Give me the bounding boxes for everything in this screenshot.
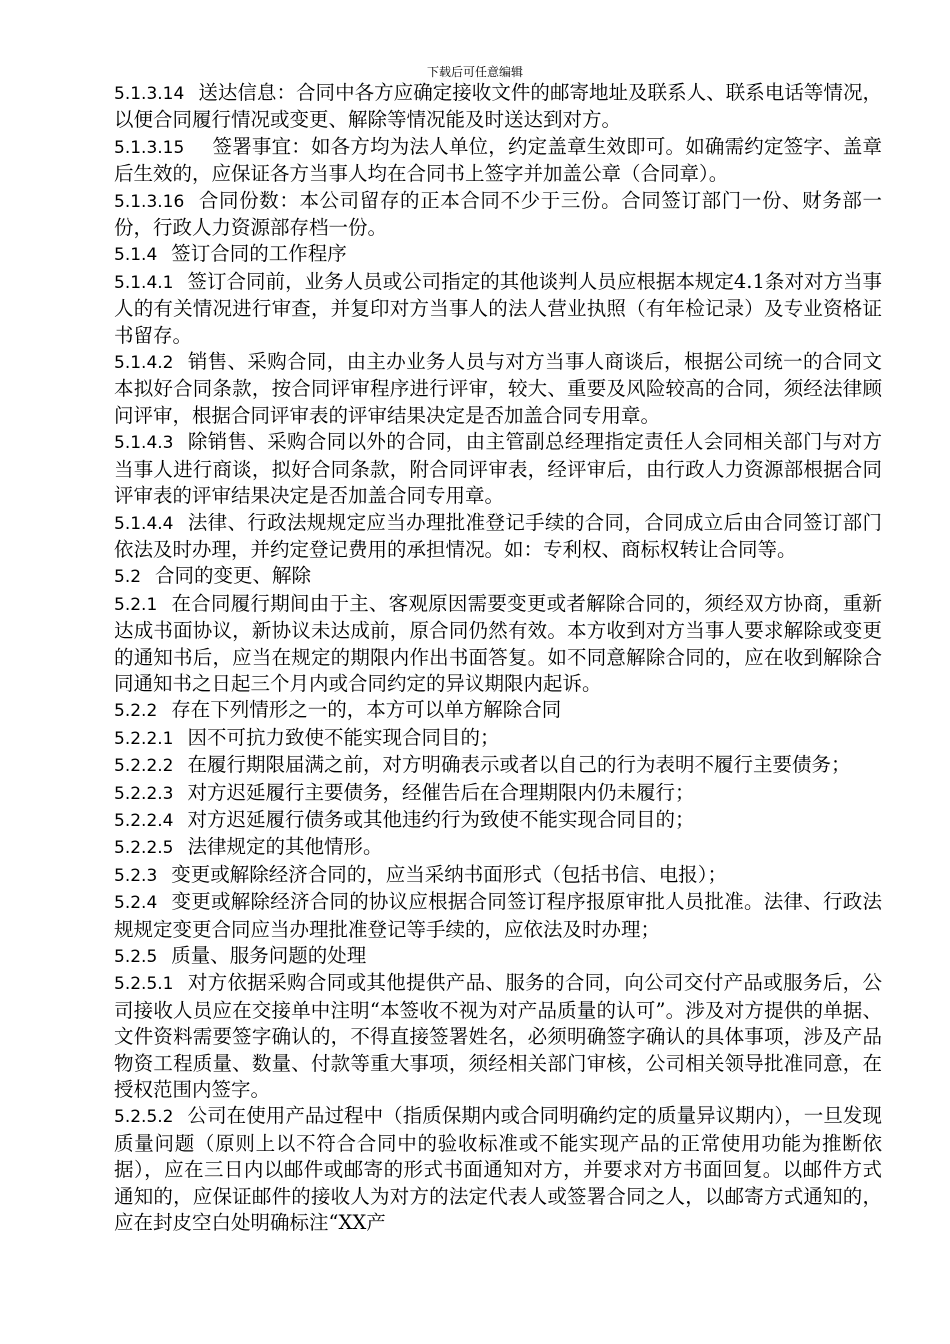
clause-number: 5.2.5 xyxy=(114,947,158,967)
section-title: 合同的变更、解除 xyxy=(155,564,312,588)
clause-text: 公司在使用产品过程中（指质保期内或合同明确约定的质量异议期内），一旦发现质量问题（原则上以不符合合同中的验收标准或不能实现产品的正常使用功能为推断依据），应在三日内以邮件或邮寄的形式书面通知对方，并要求对方书面回复。以邮件方式通知的，应保证邮件的接收人为对方的法定代表人或签署合同之人，以邮寄方式通知的，应在封皮空白处明确标注“XX产 xyxy=(114,1104,882,1235)
clause-text: 在履行期限届满之前，对方明确表示或者以自己的行为表明不履行主要债务； xyxy=(187,753,851,777)
clause-5-2-3 xyxy=(114,862,882,889)
clause-text: 对方依据采购合同或其他提供产品、服务的合同，向公司交付产品或服务后，公司接收人员应在交接单中注明“本签收不视为对产品质量的认可”。涉及对方提供的单据、文件资料需要签字确认的，不得直接签署姓名，必须明确签字确认的具体事项，涉及产品物资工程质量、数量、付款等重大事项，须经相关部门审核，公司相关领导批准同意，在授权范围内签字。 xyxy=(114,971,882,1102)
clause-5-1-3-15 xyxy=(114,134,882,188)
clause-number: 5.1.3.16 xyxy=(114,191,185,212)
clause-5-1-4-2 xyxy=(114,349,882,429)
clause-text: 签署事宜：如各方均为法人单位，约定盖章生效即可。如确需约定签字、盖章后生效的，应保证各方当事人均在合同书上签字并加盖公章（合同章）。 xyxy=(114,134,882,186)
clause-5-2-5-2 xyxy=(114,1103,882,1236)
clause-5-2-2 xyxy=(114,697,882,724)
clause-number: 5.1.4 xyxy=(114,245,158,266)
clause-number: 5.1.4.3 xyxy=(114,433,174,454)
clause-5-1-4-4 xyxy=(114,510,882,564)
clause-number: 5.2.3 xyxy=(114,865,158,886)
clause-text: 签订合同的工作程序 xyxy=(171,242,347,266)
clause-text: 合同份数：本公司留存的正本合同不少于三份。合同签订部门一份、财务部一份，行政人力资源部存档一份。 xyxy=(114,188,882,240)
clause-5-2-2-1 xyxy=(114,725,882,752)
clause-5-1-3-16 xyxy=(114,188,882,242)
section-5-2-heading xyxy=(114,563,882,590)
page-header: 下载后可任意编辑 xyxy=(426,65,523,79)
clause-number: 5.2.1 xyxy=(114,594,158,615)
clause-5-1-4-3 xyxy=(114,429,882,509)
clause-number: 5.1.4.4 xyxy=(114,513,174,534)
clause-text: 对方迟延履行债务或其他违约行为致使不能实现合同目的； xyxy=(187,807,695,831)
clause-5-2-2-2 xyxy=(114,752,882,779)
section-number: 5.2 xyxy=(114,567,142,588)
clause-text: 对方迟延履行主要债务，经催告后在合理期限内仍未履行； xyxy=(187,780,695,804)
clause-text: 变更或解除经济合同的，应当采纳书面形式（包括书信、电报）； xyxy=(171,862,728,886)
clause-number: 5.2.2.1 xyxy=(114,728,174,749)
clause-text: 存在下列情形之一的，本方可以单方解除合同 xyxy=(171,698,562,722)
clause-number: 5.2.2.2 xyxy=(114,756,174,777)
clause-number: 5.2.5.2 xyxy=(114,1107,174,1128)
clause-text: 销售、采购合同，由主办业务人员与对方当事人商谈后，根据公司统一的合同文本拟好合同条款，按合同评审程序进行评审，较大、重要及风险较高的合同，须经法律顾问评审，根据合同评审表的评审结果决定是否加盖合同专用章。 xyxy=(114,350,882,427)
clause-5-2-5 xyxy=(114,943,882,970)
clause-text: 因不可抗力致使不能实现合同目的； xyxy=(187,725,500,749)
clause-5-2-2-5 xyxy=(114,834,882,861)
clause-text: 法律、行政法规规定应当办理批准登记手续的合同，合同成立后由合同签订部门依法及时办理，并约定登记费用的承担情况。如：专利权、商标权转让合同等。 xyxy=(114,510,882,561)
clause-5-2-5-1 xyxy=(114,970,882,1103)
clause-text: 签订合同前，业务人员或公司指定的其他谈判人员应根据本规定4.1条对对方当事人的有关情况进行审查，并复印对方当事人的法人营业执照（有年检记录）及专业资格证书留存。 xyxy=(114,269,882,347)
clause-5-2-4 xyxy=(114,889,882,943)
clause-number: 5.2.2.3 xyxy=(114,783,174,804)
clause-5-2-1 xyxy=(114,591,882,698)
clause-text: 在合同履行期间由于主、客观原因需要变更或者解除合同的，须经双方协商，重新达成书面协议，新协议未达成前，原合同仍然有效。本方收到对方当事人要求解除或变更的通知书后，应当在规定的期限内作出书面答复。如不同意解除合同的，应在收到解除合同通知书之日起三个月内或合同约定的异议期限内起诉。 xyxy=(114,591,882,695)
clause-5-1-3-14 xyxy=(114,80,882,134)
clause-5-2-2-4 xyxy=(114,807,882,834)
clause-number: 5.2.2.4 xyxy=(114,810,174,831)
clause-text: 除销售、采购合同以外的合同，由主管副总经理指定责任人会同相关部门与对方当事人进行商谈，拟好合同条款，附合同评审表，经评审后，由行政人力资源部根据合同评审表的评审结果决定是否加盖合同专用章。 xyxy=(114,430,882,508)
clause-text: 送达信息：合同中各方应确定接收文件的邮寄地址及联系人、联系电话等情况，以便合同履行情况或变更、解除等情况能及时送达到对方。 xyxy=(114,81,882,132)
clause-number: 5.1.3.14 xyxy=(114,84,185,104)
clause-5-2-2-3 xyxy=(114,780,882,807)
clause-number: 5.2.2 xyxy=(114,701,158,722)
clause-5-1-4-1 xyxy=(114,269,882,349)
clause-5-1-4 xyxy=(114,241,882,268)
document-body xyxy=(114,80,882,1236)
clause-number: 5.1.4.1 xyxy=(114,272,174,293)
clause-number: 5.2.4 xyxy=(114,893,158,914)
clause-text: 质量、服务问题的处理 xyxy=(171,944,367,967)
clause-number: 5.1.4.2 xyxy=(114,353,174,374)
clause-number: 5.2.2.5 xyxy=(114,838,174,859)
clause-text: 法律规定的其他情形。 xyxy=(187,835,383,859)
clause-number: 5.2.5.1 xyxy=(114,974,174,995)
clause-number: 5.1.3.15 xyxy=(114,137,185,158)
clause-text: 变更或解除经济合同的协议应根据合同签订程序报原审批人员批准。法律、行政法规规定变更合同应当办理批准登记等手续的，应依法及时办理； xyxy=(114,890,882,941)
